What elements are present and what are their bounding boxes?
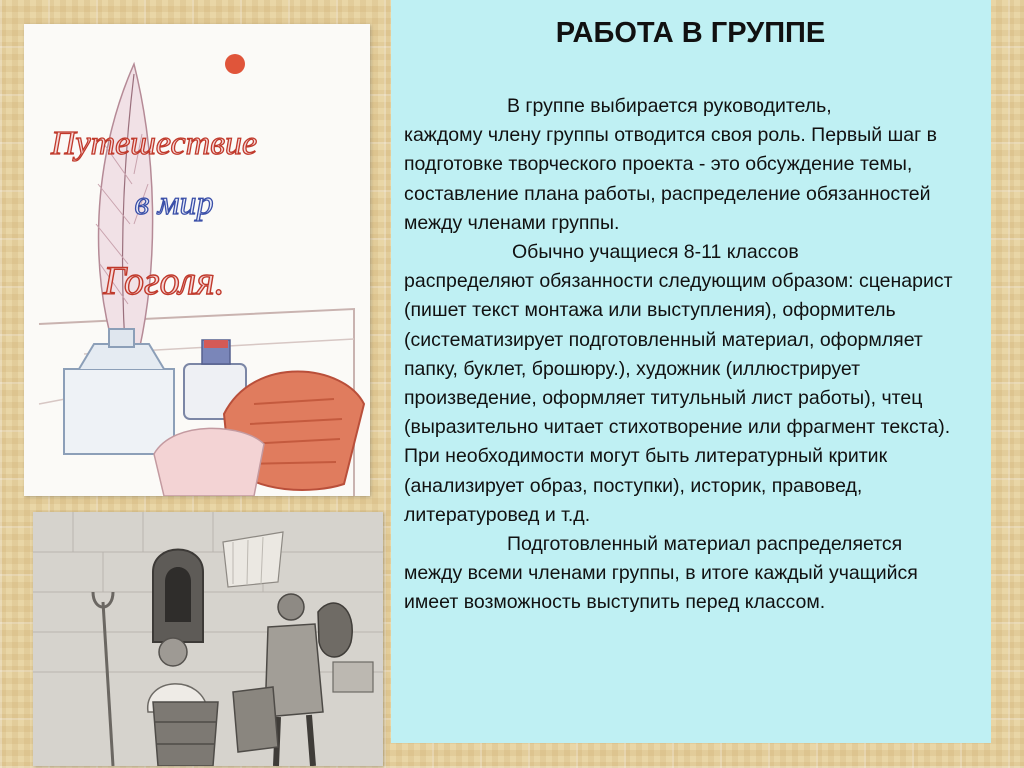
paragraph-rest: между всеми членами группы, в итоге каждый учащийся имеет возможность выступить перед классом. xyxy=(404,562,918,614)
paragraph-rest: распределяют обязанности следующим образом: сценарист (пишет текст монтажа или выступления), оформитель (систематизирует подготовленный материал, оформляет папку, буклет, брошюру.), художник (иллюстрирует произведение, оформляет титульный лист работы), чтец (выразительно читает стихотворение или фрагмент текста). При необходимости могут быть литературный критик (анализирует образ, поступки), историк, правовед, литературовед и т.д. xyxy=(404,270,953,526)
cover-lettering-line-3: Гоголя. xyxy=(103,258,225,303)
paragraph-first-line: В группе выбирается руководитель, xyxy=(507,95,832,117)
body-text xyxy=(404,92,977,618)
sketch-drawing xyxy=(33,512,383,766)
paragraph xyxy=(404,92,977,238)
paragraph xyxy=(404,530,977,618)
paragraph-rest: каждому члену группы отводится своя роль. Первый шаг в подготовке творческого проекта - это обсуждение темы, составление плана работы, распределение обязанностей между членами группы. xyxy=(404,124,937,234)
cover-drawing xyxy=(24,24,370,496)
text-panel xyxy=(391,0,991,743)
paragraph-first-line: Обычно учащиеся 8-11 классов xyxy=(512,241,799,264)
slide-title: РАБОТА В ГРУППЕ xyxy=(555,17,826,49)
paragraph-first-line: Подготовленный материал распределяется xyxy=(507,533,903,556)
paragraph xyxy=(404,238,977,530)
cover-lettering-line-1: Путешествие xyxy=(50,125,258,162)
cover-lettering-line-2: в мир xyxy=(134,185,214,222)
